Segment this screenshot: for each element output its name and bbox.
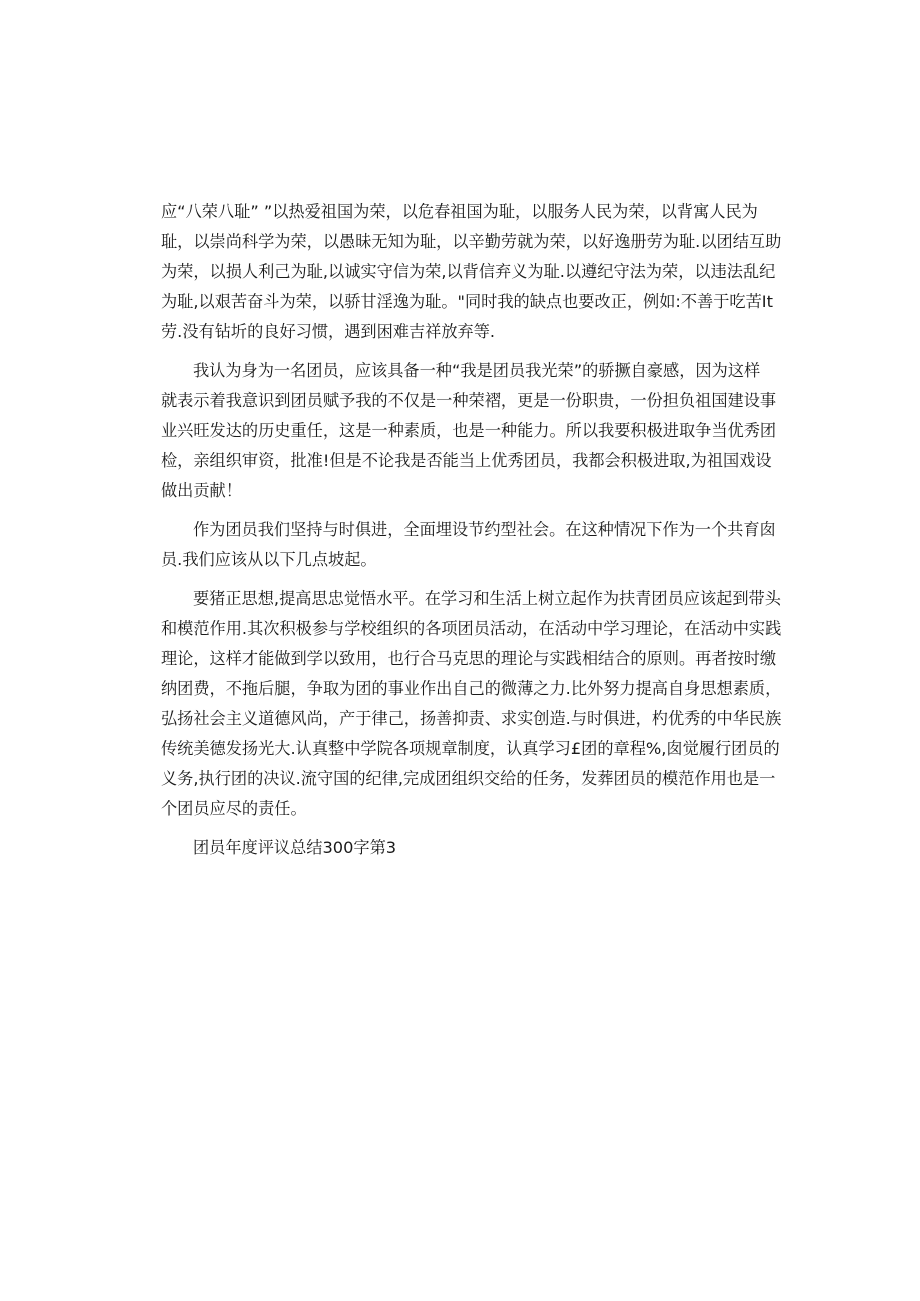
paragraph-1 bbox=[161, 197, 782, 347]
text-line: 员.我们应该从以下几点坡起。 bbox=[161, 550, 377, 569]
document-body bbox=[161, 197, 782, 872]
paragraph-3 bbox=[161, 515, 776, 575]
text-line: 个团员应尽的责任。 bbox=[161, 799, 307, 818]
text-line: 为荣，以损人利己为耻,以诚实守信为荣,以背信弃义为耻.以遵纪守法为荣，以违法乱纪 bbox=[161, 262, 776, 281]
text-line: 为耻,以艰苦奋斗为荣，以骄甘淫逸为耻。"同时我的缺点也要改正，例如:不善于吃苦It bbox=[161, 292, 773, 311]
text-line: 劳.没有钻圻的良好习惯，遇到困难吉祥放弃等. bbox=[161, 322, 496, 341]
text-line: 和模范作用.其次积极参与学校组织的各项团员活动，在活动中学习理论，在活动中实践 bbox=[161, 619, 782, 638]
text-line: 业兴旺发达的历史重任，这是一种素质，也是一种能力。所以我要积极进取争当优秀团 bbox=[161, 421, 777, 440]
text-line: 弘扬社会主义道德风尚，产于律己，扬善抑责、求实创造.与时俱进，杓优秀的中华民族 bbox=[161, 709, 782, 728]
text-line: 纳团费，不拖后腿，争取为团的事业作出自己的微薄之力.比外努力提高自身思想素质， bbox=[161, 679, 782, 698]
text-line: 作为团员我们坚持与时俱进，全面埋设节约型社会。在这种情况下作为一个共育囱 bbox=[193, 520, 776, 539]
text-line: 传统美德发扬光大.认真整中学院各项规章制度，认真学习£团的章程%,囱觉履行团员的 bbox=[161, 739, 780, 758]
text-line: 耻，以崇尚科学为荣，以愚昧无知为耻，以辛勤劳就为荣，以好逸册劳为耻.以团结互助 bbox=[161, 232, 782, 251]
paragraph-2 bbox=[161, 356, 777, 506]
text-line: 理论，这样才能做到学以致用，也行合马克思的理论与实践相结合的原则。再者按时缴 bbox=[161, 649, 777, 668]
paragraph-5-heading bbox=[161, 833, 753, 863]
text-line: 我认为身为一名团员，应该具备一种“我是团员我光荣”的骄撅自豪感，因为这样 bbox=[193, 361, 761, 380]
section-heading: 团员年度评议总结300字第3 bbox=[193, 838, 397, 857]
text-line: 义务,执行团的决议.流守国的纪律,完成团组织交给的任务，发葬团员的模范作用也是一 bbox=[161, 769, 776, 788]
text-line: 就表示着我意识到团员赋予我的不仅是一种荣褶，更是一份职贵，一份担负祖国建设事 bbox=[161, 391, 777, 410]
text-line: 要猪正思想,提高思忠觉悟水平。在学习和生活上树立起作为扶青团员应该起到带头 bbox=[193, 589, 781, 608]
text-line: 应“八荣八耻” ”以热爱祖国为荣，以危春祖国为耻，以服务人民为荣，以背寓人民为 bbox=[161, 202, 758, 221]
paragraph-4 bbox=[161, 584, 782, 824]
text-line: 做出贡献！ bbox=[161, 481, 242, 500]
text-line: 检，亲组织审资，批准!但是不论我是否能当上优秀团员，我都会积极进取,为祖国戏设 bbox=[161, 451, 772, 470]
